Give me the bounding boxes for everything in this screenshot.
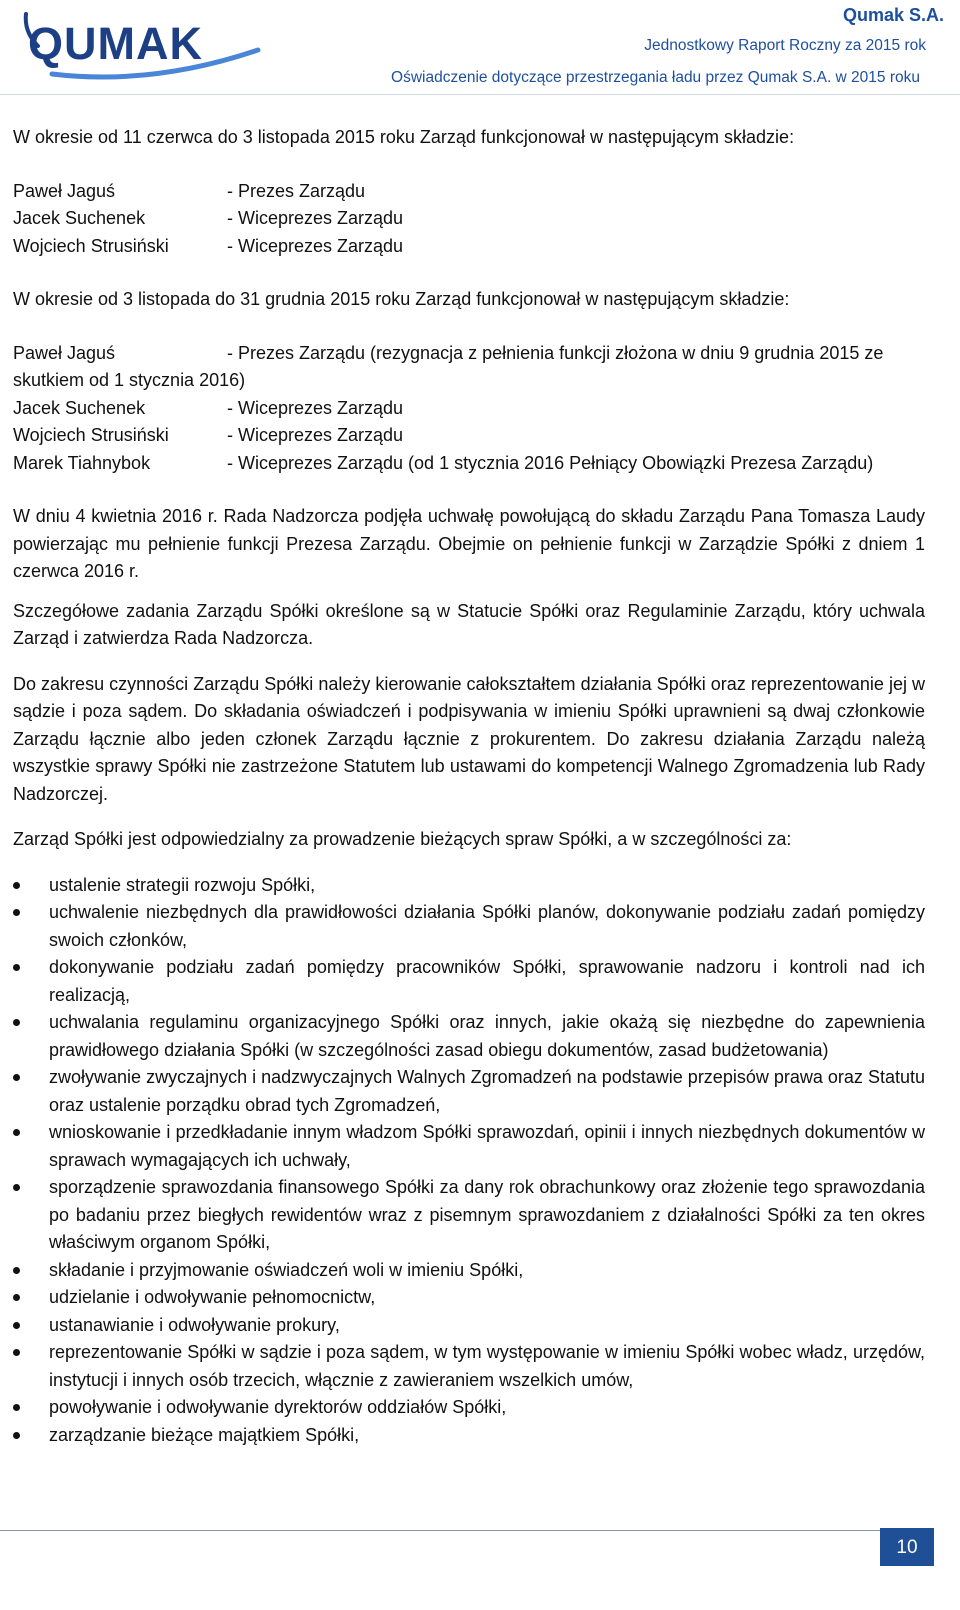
bullet-icon xyxy=(13,964,20,971)
bullet-icon xyxy=(13,1432,20,1439)
list-item xyxy=(13,1312,925,1340)
paragraph-board-appointment: W dniu 4 kwietnia 2016 r. Rada Nadzorcza podjęła uchwałę powołującą do składu Zarządu Pana Tomasza Laudy powierzając mu pełnienie funkcji Prezesa Zarządu. Obejmie on pełnienie funkcji w Zarządzie Spółki z dniem 1 czerwca 2016 r. xyxy=(13,506,925,581)
member-role: - Prezes Zarządu (rezygnacja z pełnienia funkcji złożona w dniu 9 grudnia 2015 ze skutkiem od 1 stycznia 2016) xyxy=(13,342,884,390)
document-body xyxy=(13,124,925,1449)
page-number: 10 xyxy=(880,1528,934,1566)
bullet-icon xyxy=(13,1294,20,1301)
member-role: - Prezes Zarządu xyxy=(227,180,366,201)
list-item-text: powoływanie i odwoływanie dyrektorów oddziałów Spółki, xyxy=(49,1397,507,1417)
member-name: Jacek Suchenek xyxy=(13,397,146,418)
list-item-text: wnioskowanie i przedkładanie innym władzom Spółki sprawozdań, opinii i innych niezbędnych dokumentów w sprawach wymagających ich uchwały, xyxy=(49,1122,925,1170)
bullet-icon xyxy=(13,1129,20,1136)
list-item-text: uchwalania regulaminu organizacyjnego Spółki oraz innych, jakie okażą się niezbędne do zapewnienia prawidłowego działania Spółki (w szczególności zasad obiegu dokumentów, zasad budżetowania) xyxy=(49,1012,925,1060)
list-item xyxy=(13,872,925,900)
list-item-text: składanie i przyjmowanie oświadczeń woli w imieniu Spółki, xyxy=(49,1259,524,1280)
bullet-icon xyxy=(13,1349,20,1356)
list-item-text: zwoływanie zwyczajnych i nadzwyczajnych Walnych Zgromadzeń na podstawie przepisów prawa oraz Statutu oraz ustalenie porządku obrad tych Zgromadzeń, xyxy=(49,1067,925,1115)
section2-members xyxy=(13,340,925,478)
member-role: - Wiceprezes Zarządu xyxy=(227,208,404,228)
list-item xyxy=(13,954,925,1009)
list-item-text: udzielanie i odwoływanie pełnomocnictw, xyxy=(49,1287,376,1307)
member-name: Paweł Jaguś xyxy=(13,180,116,201)
section1-intro: W okresie od 11 czerwca do 3 listopada 2015 roku Zarząd funkcjonował w następującym składzie: xyxy=(13,127,795,147)
bullet-icon xyxy=(13,882,20,889)
member-name: Paweł Jaguś xyxy=(13,342,116,363)
logo-text: QUMAK xyxy=(28,18,203,69)
section2-intro: W okresie od 3 listopada do 31 grudnia 2015 roku Zarząd funkcjonował w następującym składzie: xyxy=(13,289,790,309)
bullet-icon xyxy=(13,1404,20,1411)
report-title: Jednostkowy Raport Roczny za 2015 rok xyxy=(644,37,926,54)
board-tasks-list xyxy=(13,872,925,1450)
member-name: Marek Tiahnybok xyxy=(13,452,151,473)
list-item xyxy=(13,1257,925,1285)
member-entry xyxy=(13,450,925,478)
member-entry xyxy=(13,340,925,395)
paragraph-board-duties: Szczegółowe zadania Zarządu Spółki określone są w Statucie Spółki oraz Regulaminie Zarządu, który uchwala Zarząd i zatwierdza Rada Nadzorcza. xyxy=(13,600,925,648)
list-item xyxy=(13,899,925,954)
list-item xyxy=(13,1339,925,1394)
list-item-text: reprezentowanie Spółki w sądzie i poza sądem, w tym występowanie w imieniu Spółki wobec władz, urzędów, instytucji i innych osób trzecich, włącznie z zawieraniem wszelkich umów, xyxy=(49,1342,925,1390)
list-item xyxy=(13,1284,925,1312)
list-item-text: sporządzenie sprawozdania finansowego Spółki za dany rok obrachunkowy oraz złożenie tego sprawozdania po badaniu przez biegłych rewidentów wraz z pisemnym sprawozdaniem z działalności Spółki za ten okres właściwym organom Spółki, xyxy=(49,1177,925,1252)
statement-title: Oświadczenie dotyczące przestrzegania ładu przez Qumak S.A. w 2015 roku xyxy=(391,69,920,86)
paragraph-board-scope: Do zakresu czynności Zarządu Spółki należy kierowanie całokształtem działania Spółki oraz reprezentowanie jej w sądzie i poza sądem. Do składania oświadczeń i podpisywania w imieniu Spółki uprawnieni są dwaj członkowie Zarządu łącznie albo jeden członek Zarządu łącznie z prokurentem. Do zakresu działania Zarządu należą wszystkie sprawy Spółki nie zastrzeżone Statutem lub ustawami do kompetencji Walnego Zgromadzenia lub Rady Nadzorczej. xyxy=(13,673,925,804)
header-divider xyxy=(0,94,960,95)
page-header xyxy=(0,0,960,100)
member-name: Wojciech Strusiński xyxy=(13,235,169,256)
member-name: Wojciech Strusiński xyxy=(13,425,169,445)
list-item xyxy=(13,1174,925,1257)
qumak-logo xyxy=(22,12,262,84)
member-role: - Wiceprezes Zarządu xyxy=(227,235,404,256)
bullet-icon xyxy=(13,1267,20,1274)
bullet-icon xyxy=(13,1074,20,1081)
bullet-icon xyxy=(13,1322,20,1329)
bullet-icon xyxy=(13,909,20,916)
member-name: Jacek Suchenek xyxy=(13,208,146,228)
list-item xyxy=(13,1394,925,1422)
list-item-text: dokonywanie podziału zadań pomiędzy pracowników Spółki, sprawowanie nadzoru i kontroli nad ich realizacją, xyxy=(49,957,925,1005)
member-entry xyxy=(13,422,925,450)
bullet-icon xyxy=(13,1019,20,1026)
footer-divider xyxy=(0,1530,934,1531)
member-role: - Wiceprezes Zarządu (od 1 stycznia 2016 Pełniący Obowiązki Prezesa Zarządu) xyxy=(227,452,874,473)
list-item xyxy=(13,1422,925,1450)
member-role: - Wiceprezes Zarządu xyxy=(227,425,404,445)
list-item xyxy=(13,1064,925,1119)
list-item xyxy=(13,1119,925,1174)
member-role: - Wiceprezes Zarządu xyxy=(227,397,404,418)
list-item xyxy=(13,1009,925,1064)
list-item-text: ustanawianie i odwoływanie prokury, xyxy=(49,1314,340,1335)
member-entry xyxy=(13,395,925,423)
section1-members xyxy=(13,178,925,261)
company-name: Qumak S.A. xyxy=(842,5,944,25)
bullet-icon xyxy=(13,1184,20,1191)
list-item-text: zarządzanie bieżące majątkiem Spółki, xyxy=(49,1424,360,1445)
paragraph-board-responsibility: Zarząd Spółki jest odpowiedzialny za prowadzenie bieżących spraw Spółki, a w szczególności za: xyxy=(13,829,792,849)
list-item-text: ustalenie strategii rozwoju Spółki, xyxy=(49,874,316,895)
list-item-text: uchwalenie niezbędnych dla prawidłowości działania Spółki planów, dokonywanie podziału zadań pomiędzy swoich członków, xyxy=(49,902,925,950)
